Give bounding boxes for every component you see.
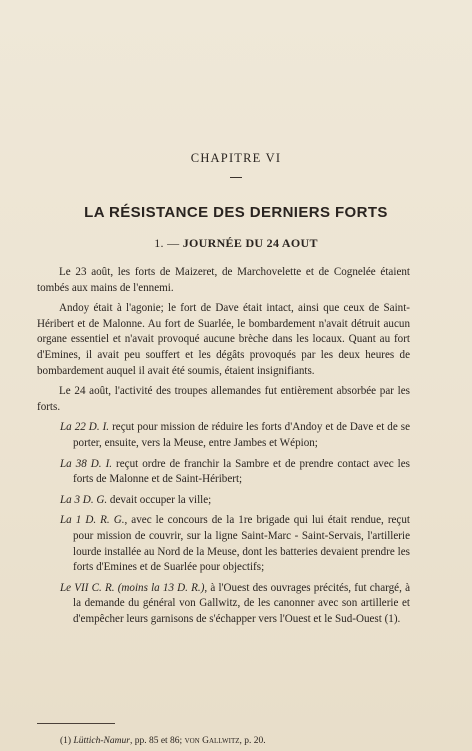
unit-list-item	[37, 581, 410, 628]
unit-name: La 1 D. R. G.	[60, 514, 125, 527]
unit-list-item	[37, 493, 410, 509]
footnote-page-ref: , p. 20.	[239, 736, 266, 746]
unit-list-item	[37, 457, 410, 488]
unit-orders: reçut pour mission de réduire les forts d'Andoy et de Dave et de se porter, ensuite, vers la Meuse, entre Jambes et Wépion;	[73, 421, 411, 449]
footnote-rule	[37, 723, 115, 724]
chapter-title: LA RÉSISTANCE DES DERNIERS FORTS	[84, 204, 388, 221]
footnote-marker: (1)	[60, 736, 72, 746]
paragraph: Andoy était à l'agonie; le fort de Dave était intact, ainsi que ceux de Saint-Héribert et de Malonne. Au fort de Suarlée, le bombardement n'avait détruit aucun organe essentiel et n'avait provoqué aucune brèche dans les locaux. Quant au fort d'Emines, il avait peu souffert et les dégâts provoqués par les deux heures de bombardement auquel il avait été soumis, étaient insignifiants.	[37, 302, 410, 377]
section-heading	[0, 236, 472, 251]
section-number: 1. —	[154, 236, 180, 250]
paragraph: Le 23 août, les forts de Maizeret, de Marchovelette et de Cognelée étaient tombés aux mains de l'ennemi.	[37, 266, 410, 294]
footnote-pages: , pp. 85 et 86;	[129, 736, 185, 746]
unit-name: Le VII C. R. (moins la 13 D. R.)	[60, 581, 205, 594]
footnote-author: von Gallwitz	[184, 736, 240, 746]
unit-orders: reçut ordre de franchir la Sambre et de prendre contact avec les forts de Malonne et de Saint-Héribert;	[73, 457, 411, 486]
unit-name: La 3 D. G.	[60, 493, 108, 506]
body-text	[37, 265, 410, 632]
chapter-divider	[230, 177, 242, 178]
unit-orders: , avec le concours de la 1re brigade qui lui était rendue, reçut pour mission de couvrir, sur la ligne Saint-Marc - Saint-Servais, l'artillerie lourde installée au Nord de la Meuse, dont les batteries devaient prendre les forts d'Emines et de Suarlée pour objectifs;	[73, 514, 410, 574]
unit-list-item	[37, 420, 410, 451]
unit-orders: devait occuper la ville;	[107, 493, 212, 506]
footnote-source-title: Lüttich-Namur	[73, 736, 130, 746]
unit-list-item	[37, 513, 410, 575]
unit-name: La 38 D. I.	[60, 457, 113, 470]
chapter-heading: CHAPITRE VI	[190, 151, 282, 165]
section-title: JOURNÉE DU 24 AOUT	[182, 236, 318, 250]
footnote	[60, 735, 420, 747]
unit-name: La 22 D. I.	[60, 421, 110, 434]
paragraph: Le 24 août, l'activité des troupes allemandes fut entièrement absorbée par les forts.	[37, 385, 410, 413]
unit-orders: , à l'Ouest des ouvrages précités, fut chargé, à la demande du général von Gallwitz, de les canonner avec son artillerie et d'empêcher leurs garnisons de s'échapper vers l'Ouest et le Sud-Ouest (1).	[73, 581, 410, 625]
